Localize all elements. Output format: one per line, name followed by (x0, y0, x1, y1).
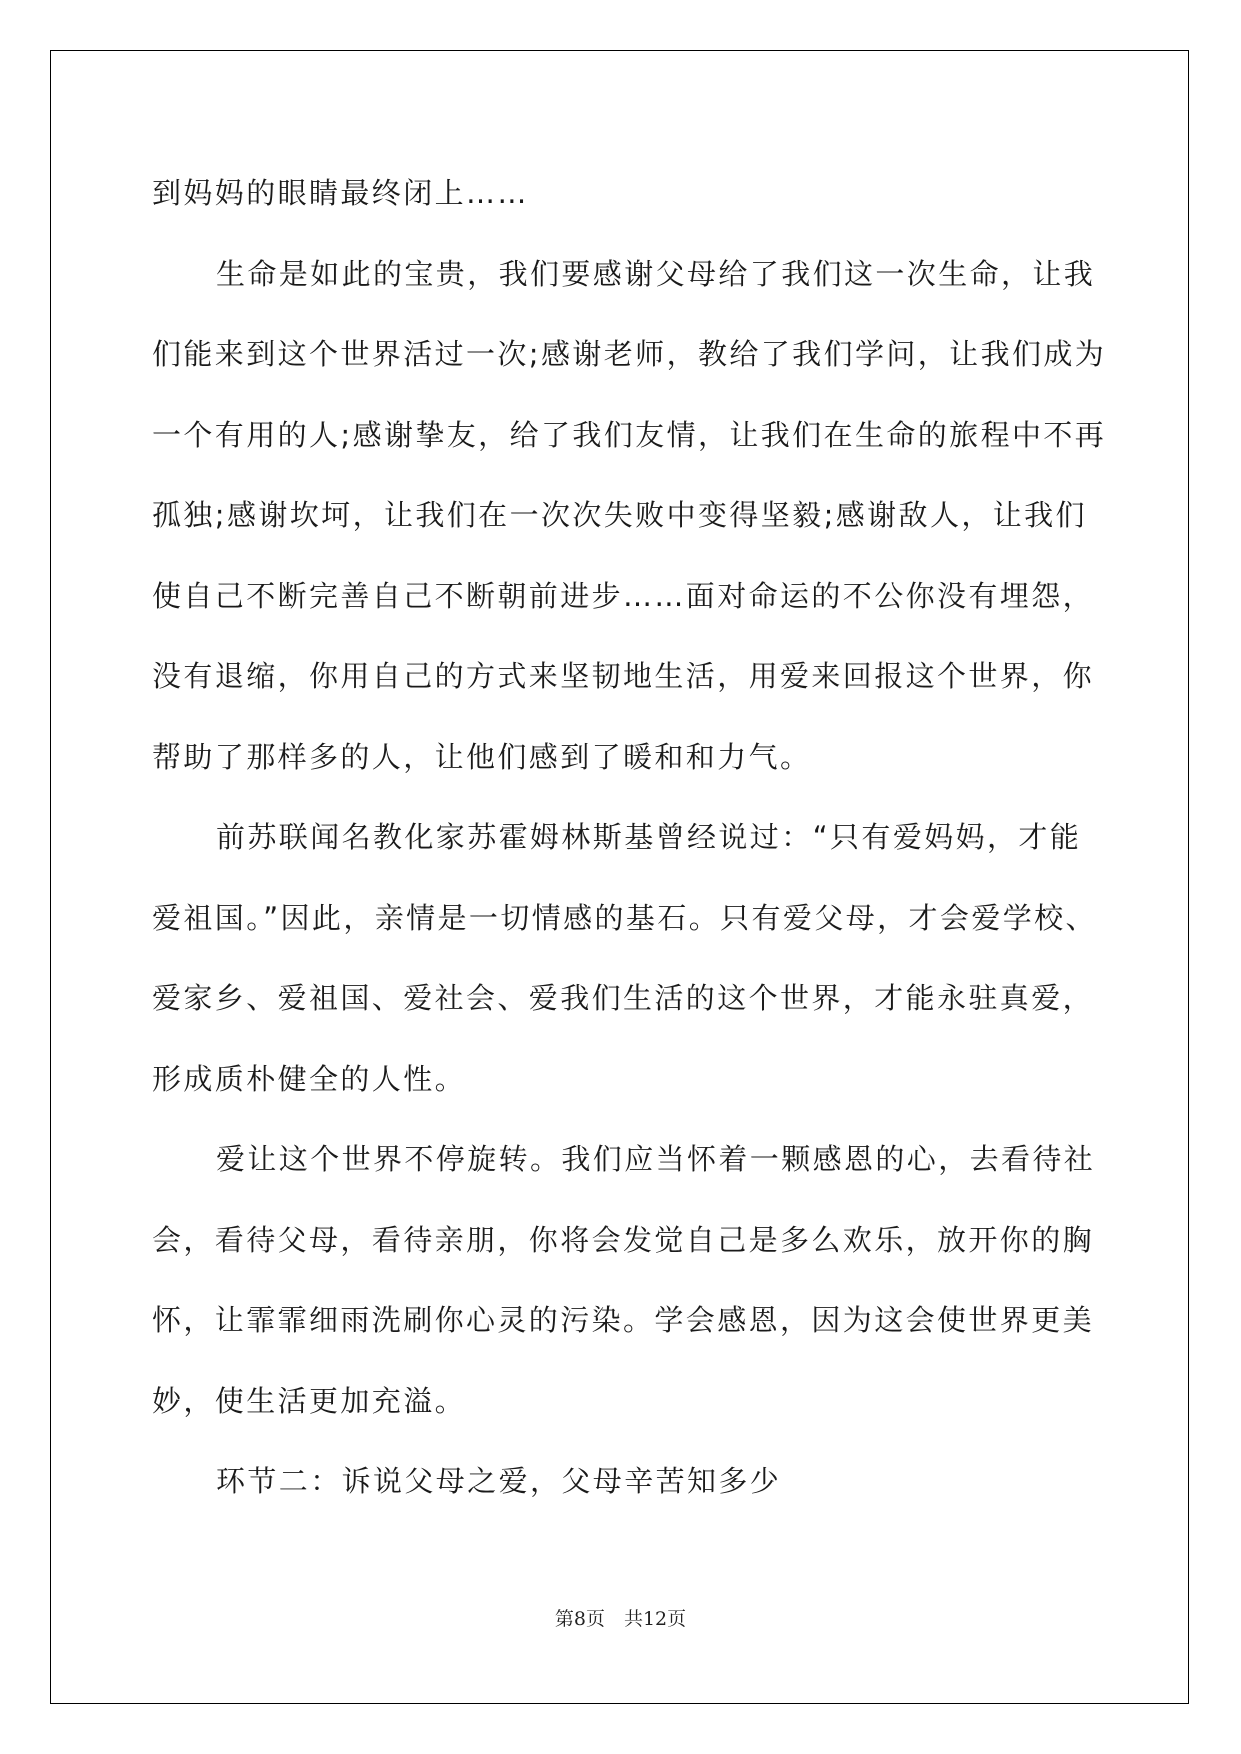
text-line-6: 使自己不断完善自己不断朝前进步……面对命运的不公你没有埋怨， (152, 578, 1095, 613)
section-heading: 环节二：诉说父母之爱，父母辛苦知多少 (216, 1464, 782, 1498)
text-line-13: 爱让这个世界不停旋转。我们应当怀着一颗感恩的心，去看待社 (216, 1142, 1096, 1176)
text-line-10: 爱祖国。”因此，亲情是一切情感的基石。只有爱父母，才会爱学校、 (152, 900, 1097, 935)
text-line-16: 妙，使生活更加充溢。 (152, 1383, 467, 1418)
page-number-footer: 第8页 共12页 (554, 1608, 687, 1630)
text-line-7: 没有退缩，你用自己的方式来坚韧地生活，用爱来回报这个世界，你 (152, 659, 1095, 693)
text-line-14: 会，看待父母，看待亲朋，你将会发觉自己是多么欢乐，放开你的胸 (152, 1222, 1095, 1257)
text-line-9: 前苏联闻名教化家苏霍姆林斯基曾经说过：“只有爱妈妈，才能 (216, 820, 1082, 854)
body-text (152, 165, 1107, 1534)
text-line-4: 一个有用的人;感谢挚友，给了我们友情，让我们在生命的旅程中不再 (152, 417, 1107, 452)
text-line-11: 爱家乡、爱祖国、爱社会、爱我们生活的这个世界，才能永驻真爱， (152, 981, 1095, 1015)
text-line-5: 孤独;感谢坎坷，让我们在一次次失败中变得坚毅;感谢敌人，让我们 (152, 498, 1087, 532)
text-line-2: 生命是如此的宝贵，我们要感谢父母给了我们这一次生命，让我 (216, 256, 1096, 291)
text-line-8: 帮助了那样多的人，让他们感到了暖和和力气。 (152, 739, 812, 774)
text-line-15: 怀，让霏霏细雨洗刷你心灵的污染。学会感恩，因为这会使世界更美 (152, 1303, 1095, 1337)
text-line-3: 们能来到这个世界活过一次;感谢老师，教给了我们学问，让我们成为 (152, 337, 1107, 371)
text-line-1: 到妈妈的眼睛最终闭上…… (152, 176, 529, 210)
text-line-12: 形成质朴健全的人性。 (152, 1061, 467, 1096)
